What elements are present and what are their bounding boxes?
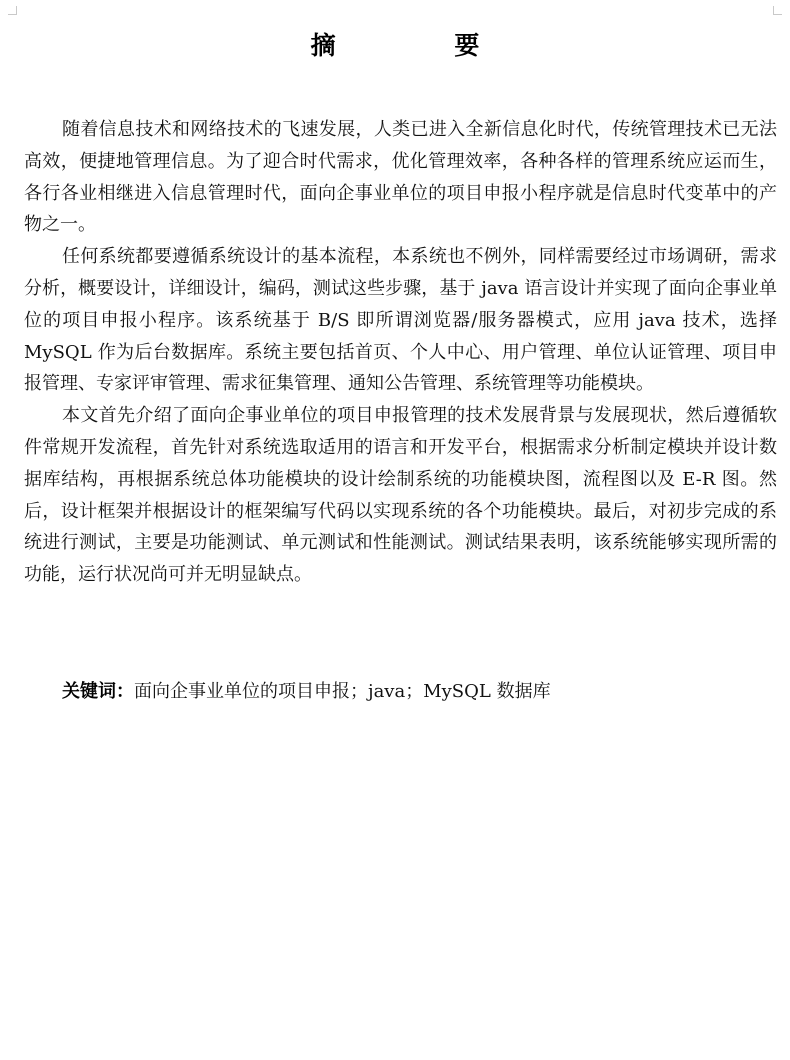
abstract-paragraph-3: 本文首先介绍了面向企事业单位的项目申报管理的技术发展背景与发展现状，然后遵循软件常规开发流程，首先针对系统选取适用的语言和开发平台，根据需求分析制定模块并设计数据库结构，再根据系统总体功能模块的设计绘制系统的功能模块图，流程图以及 E-R 图。然后，设计框架并根据设计的框架编写代码以实现系统的各个功能模块。最后，对初步完成的系统进行测试，主要是功能测试、单元测试和性能测试。测试结果表明，该系统能够实现所需的功能，运行状况尚可并无明显缺点。 [24,405,777,586]
abstract-title: 摘 要 [310,31,535,60]
abstract-paragraph-2: 任何系统都要遵循系统设计的基本流程，本系统也不例外，同样需要经过市场调研，需求分析，概要设计，详细设计，编码，测试这些步骤，基于 java 语言设计并实现了面向企事业单位的项目申报小程序。该系统基于 B/S 即所谓浏览器/服务器模式，应用 java 技术，选择 MySQL 作为后台数据库。系统主要包括首页、个人中心、用户管理、单位认证管理、项目申报管理、专家评审管理、需求征集管理、通知公告管理、系统管理等功能模块。 [24,246,777,395]
abstract-paragraph-1: 随着信息技术和网络技术的飞速发展，人类已进入全新信息化时代，传统管理技术已无法高效，便捷地管理信息。为了迎合时代需求，优化管理效率，各种各样的管理系统应运而生，各行各业相继进入信息管理时代，面向企事业单位的项目申报小程序就是信息时代变革中的产物之一。 [24,119,777,236]
keywords-value: 面向企事业单位的项目申报；java；MySQL 数据库 [134,681,551,702]
keywords-label: 关键词： [62,681,134,702]
abstract-body [24,114,777,591]
page-corner-mark-top-left [8,6,17,15]
page-corner-mark-top-right [773,6,782,15]
keywords-line [62,676,777,708]
